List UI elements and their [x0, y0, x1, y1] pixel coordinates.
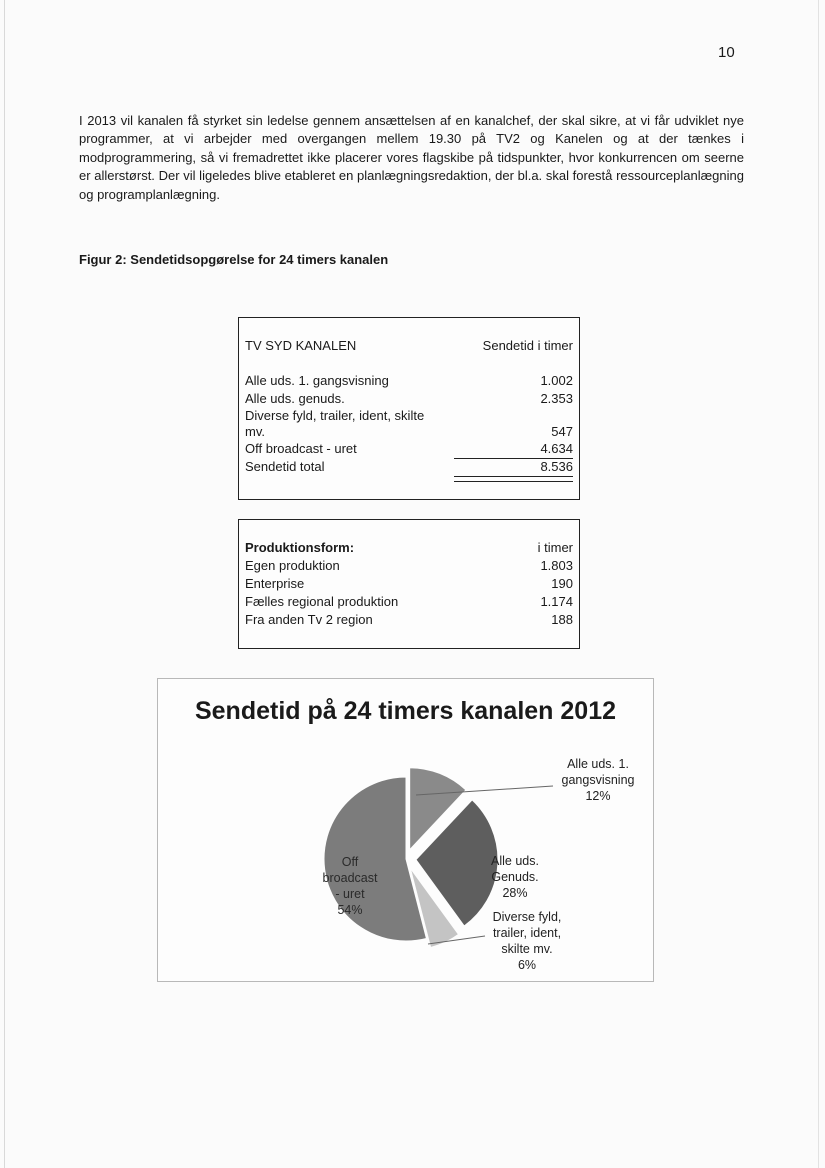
data-label: Off broadcast - uret 54% — [322, 855, 378, 917]
broadcast-time-table — [238, 317, 580, 500]
row-value: 1.803 — [540, 558, 573, 573]
page-edge-right — [818, 0, 819, 1168]
table-row — [245, 424, 573, 439]
table-row — [245, 558, 573, 573]
total-double-rule — [454, 476, 573, 482]
table-row — [245, 373, 573, 388]
total-value: 8.536 — [540, 459, 573, 474]
table-header-label: Produktionsform: — [245, 540, 355, 555]
body-paragraph: I 2013 vil kanalen få styrket sin ledelse gennem ansættelsen af en kanalchef, der skal sikre, at vi får udviklet nye programmer, at vi arbejder med overgangen mellem 19.30 på TV2 og Kanelen og at der tænkes i modprogrammering, så vi fremadrettet ikke placerer vores flagskibe på tidspunkter, hvor konkurrencen om seerne er allerstørst. Der vil ligeledes blive etableret en planlægningsredaktion, der bl.a. skal forestå ressourceplanlægning og programplanlægning. — [79, 113, 744, 202]
row-label: Off broadcast - uret — [245, 441, 357, 456]
table-header-row — [245, 540, 573, 555]
row-label: Diverse fyld, trailer, ident, skilte — [245, 408, 425, 423]
row-label: Fra anden Tv 2 region — [245, 612, 373, 627]
table-row — [245, 612, 573, 627]
data-label: Alle uds. Genuds. 28% — [491, 854, 539, 900]
figure-caption: Figur 2: Sendetidsopgørelse for 24 timers kanalen — [79, 252, 389, 267]
row-value: 4.634 — [540, 441, 573, 456]
page-number: 10 — [718, 44, 735, 61]
page-edge-left — [4, 0, 5, 1168]
row-value: 188 — [551, 612, 573, 627]
table-total-row — [245, 459, 573, 474]
row-value: 1.002 — [540, 373, 573, 388]
row-value: 1.174 — [540, 594, 573, 609]
total-label: Sendetid total — [245, 459, 325, 474]
data-label: Alle uds. 1. gangsvisning 12% — [561, 757, 635, 803]
row-value: 547 — [551, 424, 573, 439]
row-label: Alle uds. 1. gangsvisning — [245, 373, 389, 388]
table-header-value: Sendetid i timer — [482, 338, 573, 353]
row-value: 2.353 — [540, 391, 573, 406]
row-value: 190 — [551, 576, 573, 591]
pie-chart-frame — [157, 678, 654, 982]
chart-title: Sendetid på 24 timers kanalen 2012 — [194, 697, 617, 725]
table-row — [245, 576, 573, 591]
row-label: Egen produktion — [245, 558, 340, 573]
table-row — [245, 594, 573, 609]
table-header-row — [245, 338, 573, 353]
data-label: Diverse fyld, trailer, ident, skilte mv. 6% — [492, 910, 562, 972]
row-label: Alle uds. genuds. — [245, 391, 345, 406]
table-header-value: i timer — [537, 540, 573, 555]
table-row — [245, 408, 573, 423]
table-row — [245, 441, 573, 456]
pie-chart — [158, 679, 653, 981]
row-label: Fælles regional produktion — [245, 594, 399, 609]
row-label: Enterprise — [245, 576, 305, 591]
production-form-table — [238, 519, 580, 649]
table-row — [245, 391, 573, 406]
row-label-continued: mv. — [245, 424, 265, 439]
table-header-label: TV SYD KANALEN — [245, 338, 357, 353]
